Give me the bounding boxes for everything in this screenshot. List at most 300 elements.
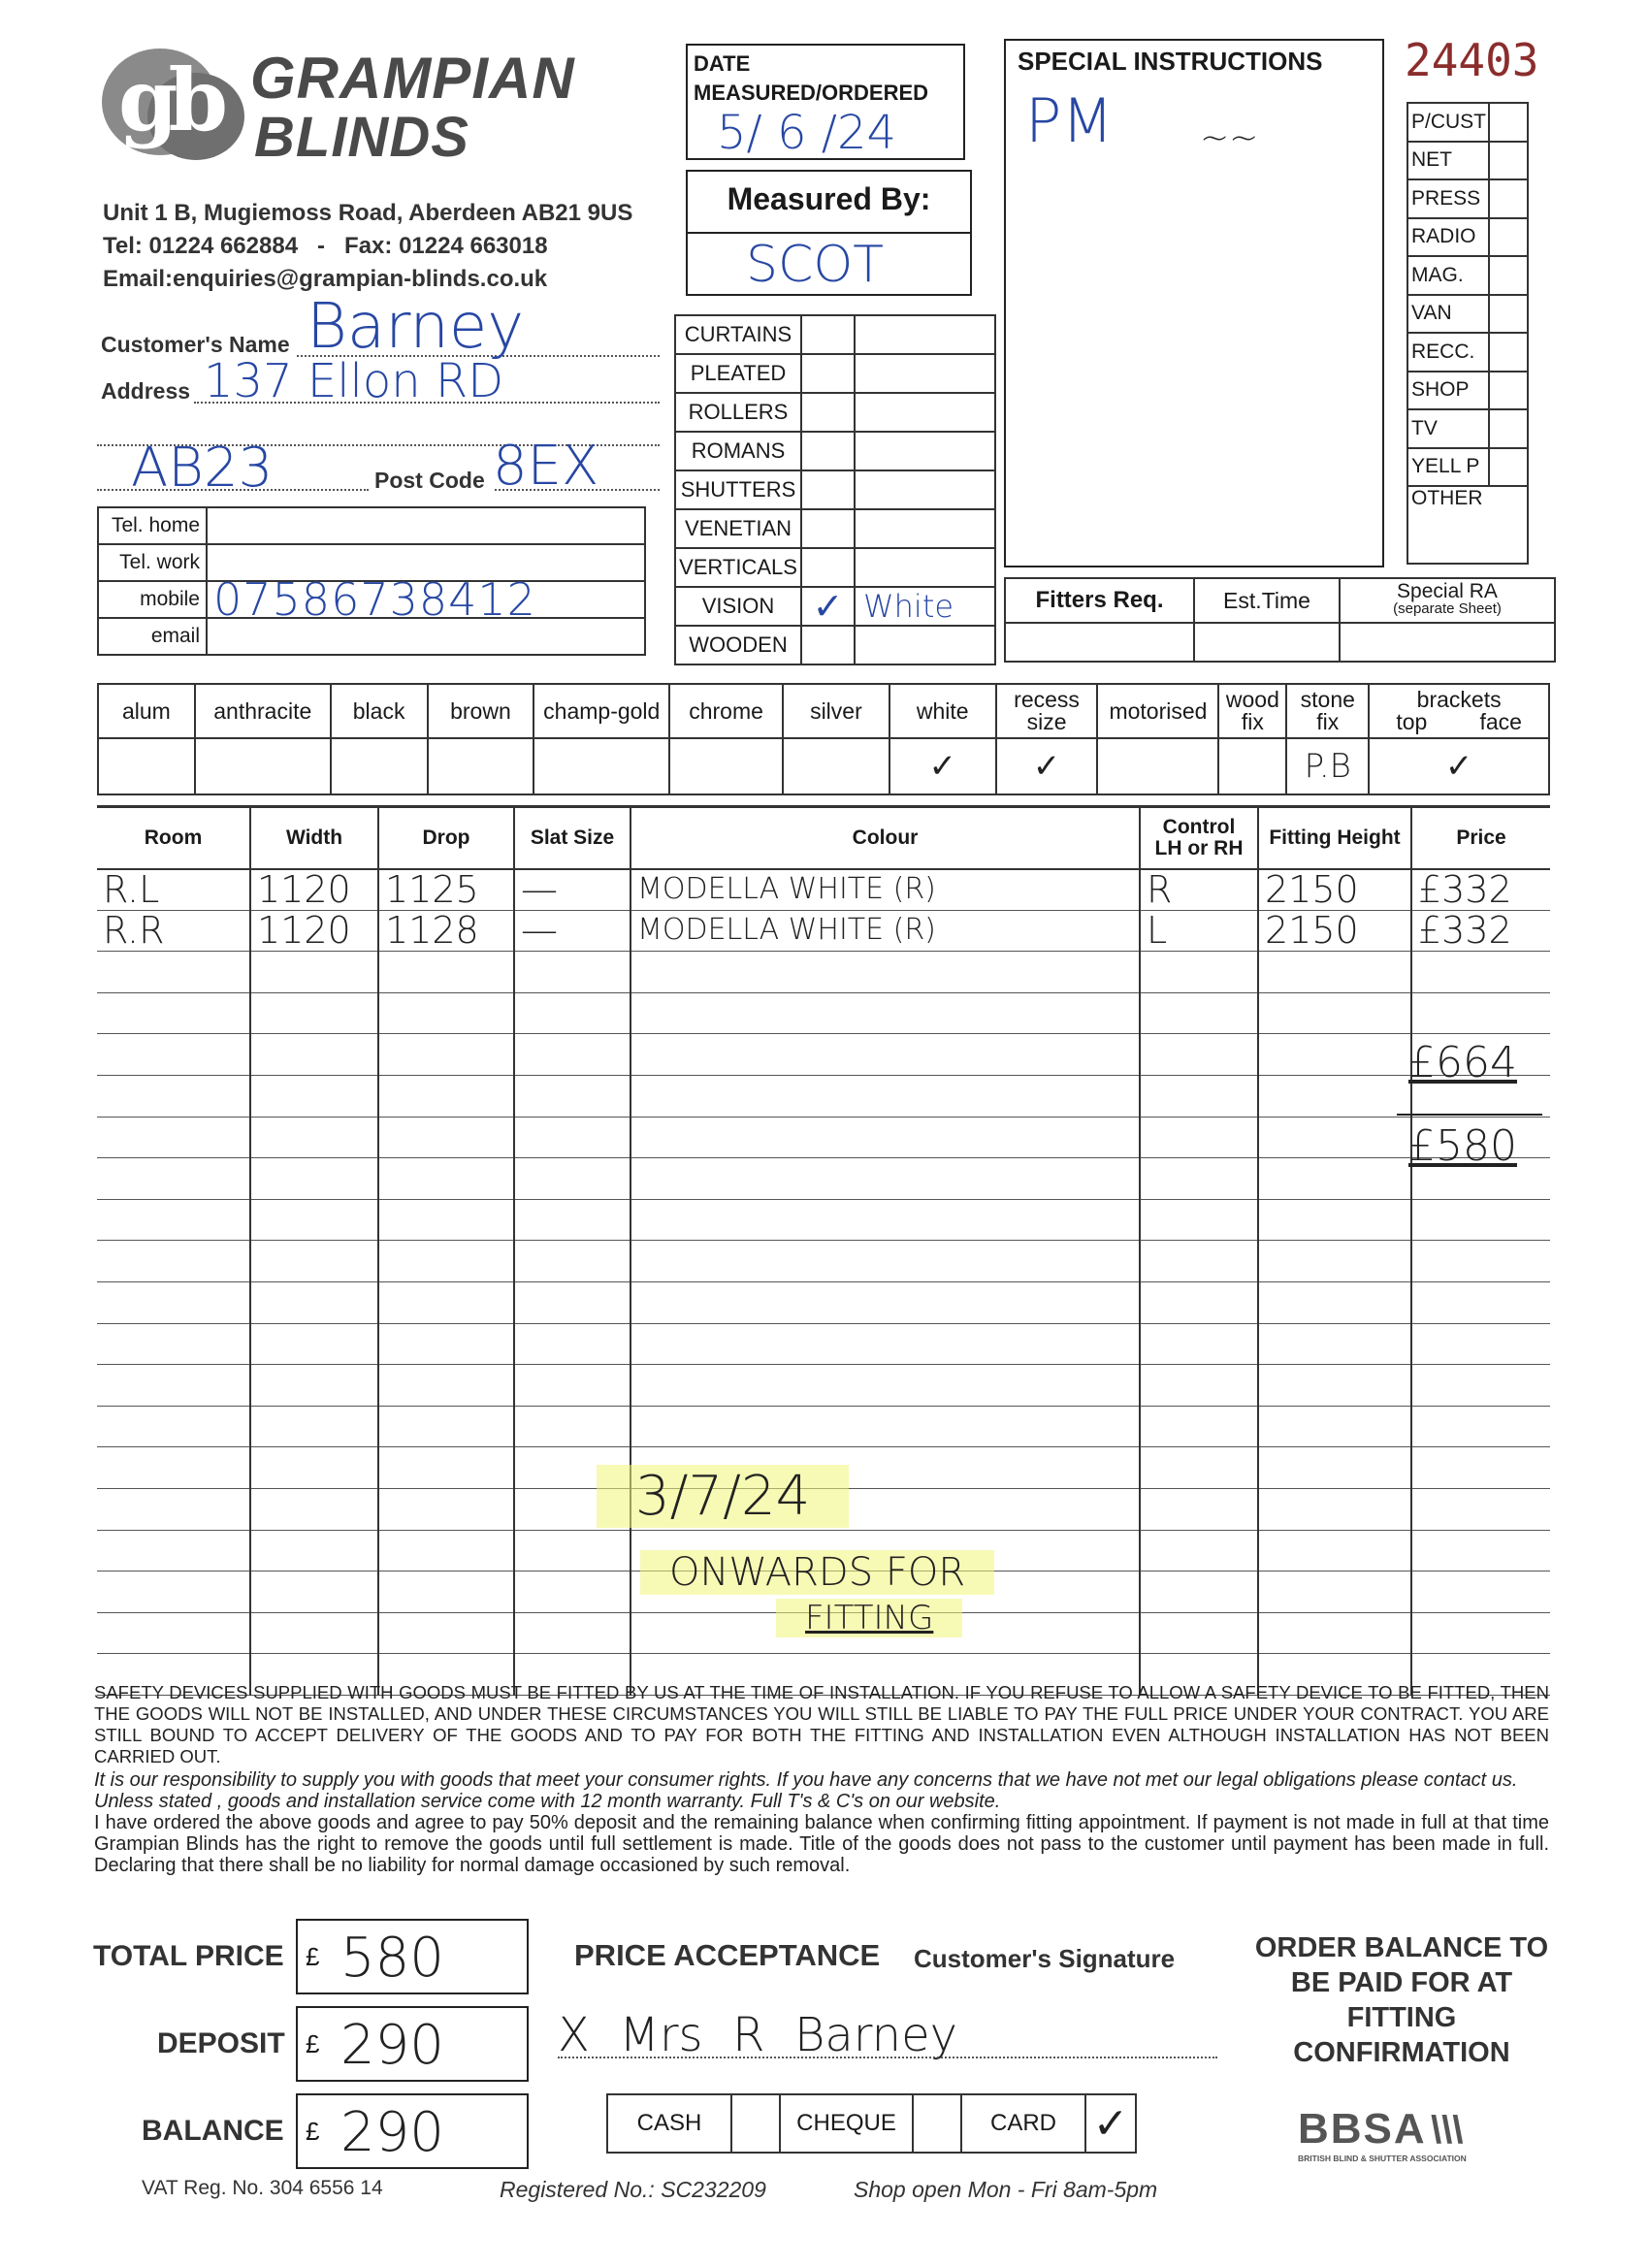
- order-cell-drop[interactable]: [378, 1199, 514, 1241]
- cheque-label: CHEQUE: [780, 2094, 913, 2153]
- order-cell-colour[interactable]: [630, 1406, 1140, 1447]
- order-cell-width[interactable]: [250, 1447, 378, 1489]
- option-header-0: alum: [98, 684, 195, 738]
- order-cell-drop[interactable]: 1128: [378, 910, 514, 952]
- product-check-5[interactable]: [801, 509, 855, 548]
- source-item-0: P/CUST: [1407, 103, 1489, 142]
- option-header-1: anthracite: [195, 684, 331, 738]
- order-cell-drop[interactable]: 1125: [378, 869, 514, 911]
- order-cell-price[interactable]: [1411, 1365, 1550, 1407]
- order-cell-width[interactable]: 1120: [250, 869, 378, 911]
- special-instructions-label: SPECIAL INSTRUCTIONS: [1018, 47, 1323, 76]
- price-acceptance-sub: Customer's Signature: [914, 1944, 1176, 1973]
- product-label-4: SHUTTERS: [675, 470, 801, 509]
- balance-value: 290: [340, 2101, 444, 2164]
- order-cell-height[interactable]: [1258, 1488, 1411, 1530]
- order-cell-room[interactable]: [97, 1612, 250, 1654]
- source-item-9: YELL P: [1407, 448, 1489, 487]
- order-cell-slat[interactable]: —: [514, 869, 630, 911]
- order-cell-width[interactable]: [250, 1199, 378, 1241]
- order-cell-control[interactable]: [1140, 1571, 1258, 1613]
- order-cell-price[interactable]: [1411, 1530, 1550, 1571]
- order-cell-slat[interactable]: [514, 1117, 630, 1158]
- option-value-10[interactable]: [1218, 738, 1286, 794]
- option-header-9: motorised: [1097, 684, 1218, 738]
- order-header-0: Room: [97, 807, 250, 869]
- address2-line: [97, 489, 369, 491]
- product-check-1[interactable]: [801, 354, 855, 393]
- order-cell-colour[interactable]: [630, 1365, 1140, 1407]
- source-check-9[interactable]: [1489, 448, 1528, 487]
- order-cell-drop[interactable]: [378, 992, 514, 1034]
- order-cell-slat[interactable]: [514, 1612, 630, 1654]
- order-header-3: Slat Size: [514, 807, 630, 869]
- order-cell-colour[interactable]: [630, 1075, 1140, 1117]
- order-cell-slat[interactable]: [514, 1241, 630, 1282]
- order-cell-price[interactable]: [1411, 1571, 1550, 1613]
- product-check-3[interactable]: [801, 432, 855, 470]
- tel-home-value: [207, 507, 645, 544]
- order-cell-drop[interactable]: [378, 1488, 514, 1530]
- signature-line: [558, 2057, 1217, 2058]
- product-label-6: VERTICALS: [675, 548, 801, 587]
- product-check-0[interactable]: [801, 315, 855, 354]
- date-value: 5/ 6 /24: [717, 106, 897, 160]
- order-cell-room[interactable]: R.R: [97, 910, 250, 952]
- source-item-1: NET: [1407, 142, 1489, 180]
- customer-name: Barney: [307, 291, 525, 363]
- order-cell-control[interactable]: [1140, 1034, 1258, 1076]
- order-cell-drop[interactable]: [378, 1158, 514, 1200]
- fitters-req-label: Fitters Req.: [1005, 578, 1194, 623]
- option-value-9[interactable]: [1097, 738, 1218, 794]
- special-instructions-box: [1004, 39, 1384, 567]
- est-time-value: [1194, 623, 1340, 662]
- bbsa-logo: [1298, 2105, 1521, 2163]
- order-cell-height[interactable]: [1258, 1034, 1411, 1076]
- order-cell-drop[interactable]: [378, 1117, 514, 1158]
- order-cell-price[interactable]: £332: [1411, 869, 1550, 911]
- subtotal-price: £664: [1408, 1038, 1517, 1087]
- option-header-5: chrome: [669, 684, 783, 738]
- source-check-0[interactable]: [1489, 103, 1528, 142]
- order-cell-width[interactable]: [250, 1571, 378, 1613]
- card-box[interactable]: ✓: [1085, 2094, 1136, 2153]
- order-cell-colour[interactable]: [630, 1323, 1140, 1365]
- order-cell-width[interactable]: [250, 1612, 378, 1654]
- fitting-note-line2: FITTING: [776, 1599, 962, 1637]
- order-cell-colour[interactable]: [630, 1199, 1140, 1241]
- source-check-4[interactable]: [1489, 256, 1528, 295]
- order-cell-price[interactable]: [1411, 1323, 1550, 1365]
- order-cell-control[interactable]: [1140, 992, 1258, 1034]
- order-cell-slat[interactable]: [514, 992, 630, 1034]
- customer-address: 137 Ellon RD: [204, 354, 504, 408]
- order-cell-height[interactable]: [1258, 1241, 1411, 1282]
- order-cell-room[interactable]: [97, 1365, 250, 1407]
- options-table: [97, 683, 1550, 795]
- order-cell-room[interactable]: [97, 1117, 250, 1158]
- order-cell-control[interactable]: L: [1140, 910, 1258, 952]
- order-header-2: Drop: [378, 807, 514, 869]
- order-cell-price[interactable]: [1411, 1447, 1550, 1489]
- order-cell-drop[interactable]: [378, 1034, 514, 1076]
- option-header-bracket-sub: [1370, 711, 1548, 733]
- option-value-11[interactable]: P.B: [1286, 738, 1369, 794]
- product-note-3: [855, 432, 995, 470]
- order-cell-height[interactable]: [1258, 1117, 1411, 1158]
- product-label-0: CURTAINS: [675, 315, 801, 354]
- tel-home-label: Tel. home: [98, 507, 207, 544]
- product-note-8: [855, 626, 995, 664]
- product-note-1: [855, 354, 995, 393]
- order-cell-room[interactable]: [97, 1199, 250, 1241]
- order-header-5: Control LH or RH: [1140, 807, 1258, 869]
- measured-by-box: [686, 170, 972, 296]
- order-cell-drop[interactable]: [378, 1241, 514, 1282]
- option-value-8[interactable]: ✓: [996, 738, 1098, 794]
- option-value-12[interactable]: ✓: [1369, 738, 1549, 794]
- total-currency: £: [306, 1942, 320, 1971]
- order-cell-colour[interactable]: [630, 1241, 1140, 1282]
- order-cell-width[interactable]: [250, 1406, 378, 1447]
- option-header-2: black: [331, 684, 428, 738]
- product-check-6[interactable]: [801, 548, 855, 587]
- fitters-table: [1004, 577, 1556, 663]
- order-cell-colour[interactable]: MODELLA WHITE (R): [630, 910, 1140, 952]
- source-check-1[interactable]: [1489, 142, 1528, 180]
- source-item-10: OTHER: [1407, 486, 1528, 564]
- option-value-2[interactable]: [331, 738, 428, 794]
- order-cell-room[interactable]: [97, 1281, 250, 1323]
- option-value-6[interactable]: [783, 738, 889, 794]
- order-cell-room[interactable]: [97, 992, 250, 1034]
- order-cell-height[interactable]: 2150: [1258, 869, 1411, 911]
- special-ra-cell: [1340, 578, 1555, 623]
- total-label: TOTAL PRICE: [93, 1940, 284, 1972]
- order-cell-control[interactable]: [1140, 1323, 1258, 1365]
- company-tel-fax: Tel: 01224 662884 - Fax: 01224 663018: [103, 233, 548, 259]
- option-header-8: recess size: [996, 684, 1098, 738]
- terms-safety: SAFETY DEVICES SUPPLIED WITH GOODS MUST BE FITTED BY US AT THE TIME OF INSTALLATION. IF YOU REFUSE TO ALLOW A SAFETY DEVICE TO BE FITTED, THEN THE GOODS WILL NOT BE INSTALLED, AND UNDER THESE CIRCUMSTANCES YOU WILL STILL BE LIABLE TO PAY THE FULL PRICE UNDER YOUR CONTRACT. YOU ARE STILL BOUND TO ACCEPT DELIVERY OF THE GOODS AND TO PAY FOR BOTH THE FITTING AND INSTALLATION EVEN ALTHOUGH INSTALLATION HAS NOT BEEN CARRIED OUT.: [94, 1682, 1549, 1766]
- order-cell-slat[interactable]: [514, 1571, 630, 1613]
- order-cell-control[interactable]: [1140, 952, 1258, 993]
- bbsa-mark-icon: \\\: [1431, 2109, 1464, 2152]
- order-cell-slat[interactable]: [514, 1075, 630, 1117]
- options-table-wrap: [97, 683, 1550, 795]
- deposit-label: DEPOSIT: [157, 2027, 285, 2059]
- option-value-0[interactable]: [98, 738, 195, 794]
- option-value-5[interactable]: [669, 738, 783, 794]
- order-cell-room[interactable]: [97, 1034, 250, 1076]
- order-cell-height[interactable]: [1258, 1406, 1411, 1447]
- product-label-7: VISION: [675, 587, 801, 626]
- order-cell-slat[interactable]: [514, 1199, 630, 1241]
- order-cell-control[interactable]: [1140, 1612, 1258, 1654]
- order-cell-colour[interactable]: [630, 952, 1140, 993]
- order-cell-drop[interactable]: [378, 1075, 514, 1117]
- order-cell-slat[interactable]: [514, 1530, 630, 1571]
- order-cell-room[interactable]: [97, 1406, 250, 1447]
- order-cell-drop[interactable]: [378, 1612, 514, 1654]
- order-header-7: Price: [1411, 807, 1550, 869]
- company-email: Email:enquiries@grampian-blinds.co.uk: [103, 266, 548, 292]
- product-check-8[interactable]: [801, 626, 855, 664]
- order-cell-control[interactable]: [1140, 1530, 1258, 1571]
- order-cell-slat[interactable]: [514, 952, 630, 993]
- total-box: [296, 1919, 529, 1994]
- product-label-5: VENETIAN: [675, 509, 801, 548]
- order-cell-width[interactable]: [250, 1158, 378, 1200]
- order-cell-colour[interactable]: [630, 1117, 1140, 1158]
- order-number: 24403: [1405, 34, 1539, 86]
- payment-methods: [606, 2093, 1137, 2154]
- product-note-6: [855, 548, 995, 587]
- product-label-8: WOODEN: [675, 626, 801, 664]
- product-check-7[interactable]: ✓: [801, 587, 855, 626]
- product-label-1: PLEATED: [675, 354, 801, 393]
- order-cell-drop[interactable]: [378, 1323, 514, 1365]
- option-value-4[interactable]: [534, 738, 669, 794]
- order-cell-slat[interactable]: [514, 1323, 630, 1365]
- terms-rights: It is our responsibility to supply you with goods that meet your consumer rights. If you have any concerns that we have not met our legal obligations please contact us. Unless stated , goods and installation service come with 12 month warranty. Full T's & C's on our website.: [94, 1769, 1518, 1812]
- order-cell-control[interactable]: [1140, 1447, 1258, 1489]
- special-instructions-value: PM: [1025, 85, 1114, 156]
- source-check-6[interactable]: [1489, 333, 1528, 372]
- company-logo: [97, 44, 247, 160]
- instructions-scribble: ~~: [1200, 118, 1259, 158]
- option-value-1[interactable]: [195, 738, 331, 794]
- source-item-2: PRESS: [1407, 179, 1489, 218]
- order-header-6: Fitting Height: [1258, 807, 1411, 869]
- terms-deposit: I have ordered the above goods and agree to pay 50% deposit and the remaining balance when confirming fitting appointment. If payment is not made in full at that time Grampian Blinds has the right to remove the goods until full settlement is made. Title of the goods does not pass to the customer until payment has been made in full. Declaring that there shall be no liability for normal damage occasioned by such removal.: [94, 1812, 1549, 1876]
- bracket-face-label: face: [1479, 709, 1522, 734]
- bbsa-sub: BRITISH BLIND & SHUTTER ASSOCIATION: [1298, 2154, 1467, 2163]
- order-cell-price[interactable]: [1411, 1199, 1550, 1241]
- order-cell-height[interactable]: [1258, 1158, 1411, 1200]
- order-cell-control[interactable]: [1140, 1199, 1258, 1241]
- order-cell-price[interactable]: [1411, 1488, 1550, 1530]
- order-cell-drop[interactable]: [378, 1571, 514, 1613]
- order-cell-height[interactable]: [1258, 1075, 1411, 1117]
- mobile-label: mobile: [98, 581, 207, 618]
- source-item-5: VAN: [1407, 295, 1489, 334]
- order-cell-control[interactable]: [1140, 1365, 1258, 1407]
- order-cell-control[interactable]: [1140, 1281, 1258, 1323]
- contact-table-wrap: [97, 506, 646, 656]
- order-cell-slat[interactable]: [514, 1281, 630, 1323]
- fitters-req-value: [1005, 623, 1194, 662]
- order-cell-width[interactable]: [250, 1365, 378, 1407]
- order-cell-height[interactable]: [1258, 1281, 1411, 1323]
- special-ra-label: Special RA: [1397, 580, 1498, 602]
- source-check-8[interactable]: [1489, 409, 1528, 448]
- order-cell-width[interactable]: [250, 1530, 378, 1571]
- order-cell-height[interactable]: [1258, 952, 1411, 993]
- order-cell-colour[interactable]: [630, 1158, 1140, 1200]
- option-value-7[interactable]: ✓: [889, 738, 996, 794]
- order-cell-control[interactable]: [1140, 1117, 1258, 1158]
- order-cell-control[interactable]: [1140, 1241, 1258, 1282]
- order-cell-room[interactable]: [97, 1447, 250, 1489]
- order-cell-room[interactable]: [97, 1323, 250, 1365]
- deposit-value: 290: [340, 2014, 444, 2077]
- product-label-3: ROMANS: [675, 432, 801, 470]
- order-cell-drop[interactable]: [378, 1281, 514, 1323]
- order-cell-height[interactable]: [1258, 1199, 1411, 1241]
- order-cell-price[interactable]: [1411, 952, 1550, 993]
- tel-work-label: Tel. work: [98, 544, 207, 581]
- date-box: [686, 44, 965, 160]
- terms-text: [94, 1682, 1549, 1876]
- order-cell-height[interactable]: [1258, 1365, 1411, 1407]
- order-cell-room[interactable]: [97, 1075, 250, 1117]
- product-label-2: ROLLERS: [675, 393, 801, 432]
- order-cell-height[interactable]: [1258, 1612, 1411, 1654]
- order-cell-drop[interactable]: [378, 1406, 514, 1447]
- product-list: [674, 314, 996, 665]
- option-header-11: stone fix: [1286, 684, 1369, 738]
- order-cell-price[interactable]: £332: [1411, 910, 1550, 952]
- logo-letters: gb: [118, 49, 219, 150]
- order-cell-price[interactable]: [1411, 1612, 1550, 1654]
- order-cell-price[interactable]: [1411, 1281, 1550, 1323]
- balance-currency: £: [306, 2117, 320, 2146]
- order-cell-slat[interactable]: —: [514, 910, 630, 952]
- order-cell-width[interactable]: [250, 1075, 378, 1117]
- measured-by-label: Measured By:: [727, 181, 931, 216]
- special-ra-value: [1340, 623, 1555, 662]
- measured-by-value: SCOT: [746, 236, 885, 294]
- cash-box[interactable]: [731, 2094, 780, 2153]
- order-cell-slat[interactable]: [514, 1158, 630, 1200]
- order-cell-width[interactable]: [250, 1117, 378, 1158]
- order-cell-height[interactable]: 2150: [1258, 910, 1411, 952]
- order-row: [97, 869, 1550, 911]
- contact-table: [97, 506, 646, 656]
- order-cell-control[interactable]: R: [1140, 869, 1258, 911]
- order-cell-control[interactable]: [1140, 1075, 1258, 1117]
- order-cell-price[interactable]: [1411, 1406, 1550, 1447]
- order-cell-control[interactable]: [1140, 1406, 1258, 1447]
- order-cell-colour[interactable]: [630, 1281, 1140, 1323]
- customer-address2: AB23: [131, 437, 274, 500]
- order-cell-drop[interactable]: [378, 1447, 514, 1489]
- source-check-2[interactable]: [1489, 179, 1528, 218]
- order-cell-control[interactable]: [1140, 1488, 1258, 1530]
- payment-table: [606, 2093, 1137, 2154]
- bracket-top-label: top: [1396, 709, 1428, 734]
- mobile-value: 07586738412: [207, 581, 645, 618]
- order-cell-drop[interactable]: [378, 952, 514, 993]
- fitters-box: [1004, 577, 1556, 663]
- bbsa-logo-text: BBSA: [1298, 2105, 1427, 2153]
- order-cell-room[interactable]: R.L: [97, 869, 250, 911]
- source-check-3[interactable]: [1489, 218, 1528, 257]
- deposit-box: [296, 2006, 529, 2082]
- order-cell-drop[interactable]: [378, 1365, 514, 1407]
- order-cell-width[interactable]: [250, 1281, 378, 1323]
- order-cell-height[interactable]: [1258, 1571, 1411, 1613]
- special-ra-note: (separate Sheet): [1393, 600, 1502, 617]
- order-cell-width[interactable]: [250, 992, 378, 1034]
- order-cell-price[interactable]: [1411, 1241, 1550, 1282]
- option-header-3: brown: [428, 684, 534, 738]
- option-header-12: [1369, 684, 1549, 738]
- order-header-1: Width: [250, 807, 378, 869]
- order-cell-room[interactable]: [97, 952, 250, 993]
- order-cell-slat[interactable]: [514, 1406, 630, 1447]
- option-header-7: white: [889, 684, 996, 738]
- product-note-2: [855, 393, 995, 432]
- customer-postcode: 8EX: [493, 435, 599, 498]
- registered-no: Registered No.: SC232209: [500, 2177, 766, 2202]
- order-cell-colour[interactable]: [630, 992, 1140, 1034]
- customer-name-label: Customer's Name: [101, 332, 290, 357]
- option-value-3[interactable]: [428, 738, 534, 794]
- order-cell-width[interactable]: [250, 952, 378, 993]
- source-list: [1406, 102, 1529, 565]
- source-item-6: RECC.: [1407, 333, 1489, 372]
- fitting-note-line1: ONWARDS FOR: [640, 1550, 994, 1595]
- order-cell-height[interactable]: [1258, 1323, 1411, 1365]
- cash-label: CASH: [607, 2094, 731, 2153]
- order-cell-slat[interactable]: [514, 1034, 630, 1076]
- order-cell-colour[interactable]: MODELLA WHITE (R): [630, 869, 1140, 911]
- order-header-4: Colour: [630, 807, 1140, 869]
- order-cell-width[interactable]: [250, 1034, 378, 1076]
- product-note-7: White: [855, 587, 995, 626]
- order-cell-width[interactable]: 1120: [250, 910, 378, 952]
- product-check-4[interactable]: [801, 470, 855, 509]
- source-table: [1406, 102, 1529, 565]
- deposit-currency: £: [306, 2029, 320, 2058]
- product-note-4: [855, 470, 995, 509]
- order-cell-width[interactable]: [250, 1488, 378, 1530]
- option-header-6: silver: [783, 684, 889, 738]
- balance-box: [296, 2093, 529, 2169]
- product-table: [674, 314, 996, 665]
- source-item-7: SHOP: [1407, 372, 1489, 410]
- order-cell-price[interactable]: [1411, 992, 1550, 1034]
- source-check-7[interactable]: [1489, 372, 1528, 410]
- order-cell-room[interactable]: [97, 1571, 250, 1613]
- source-check-5[interactable]: [1489, 295, 1528, 334]
- company-address: Unit 1 B, Mugiemoss Road, Aberdeen AB21 9US: [103, 200, 633, 226]
- order-cell-drop[interactable]: [378, 1530, 514, 1571]
- company-name-line1: GRAMPIAN: [250, 46, 575, 111]
- order-cell-height[interactable]: [1258, 992, 1411, 1034]
- order-cell-control[interactable]: [1140, 1158, 1258, 1200]
- order-row: [97, 910, 1550, 952]
- cheque-box[interactable]: [913, 2094, 961, 2153]
- email-label: email: [98, 618, 207, 655]
- order-balance-note: ORDER BALANCE TO BE PAID FOR AT FITTING CONFIRMATION: [1254, 1932, 1549, 2068]
- order-cell-slat[interactable]: [514, 1365, 630, 1407]
- order-cell-room[interactable]: [97, 1158, 250, 1200]
- order-cell-room[interactable]: [97, 1530, 250, 1571]
- product-check-2[interactable]: [801, 393, 855, 432]
- order-cell-height[interactable]: [1258, 1447, 1411, 1489]
- order-cell-colour[interactable]: [630, 1034, 1140, 1076]
- order-cell-width[interactable]: [250, 1241, 378, 1282]
- order-cell-room[interactable]: [97, 1241, 250, 1282]
- card-label: CARD: [961, 2094, 1085, 2153]
- order-cell-width[interactable]: [250, 1323, 378, 1365]
- option-header-4: champ-gold: [534, 684, 669, 738]
- order-cell-room[interactable]: [97, 1488, 250, 1530]
- order-cell-height[interactable]: [1258, 1530, 1411, 1571]
